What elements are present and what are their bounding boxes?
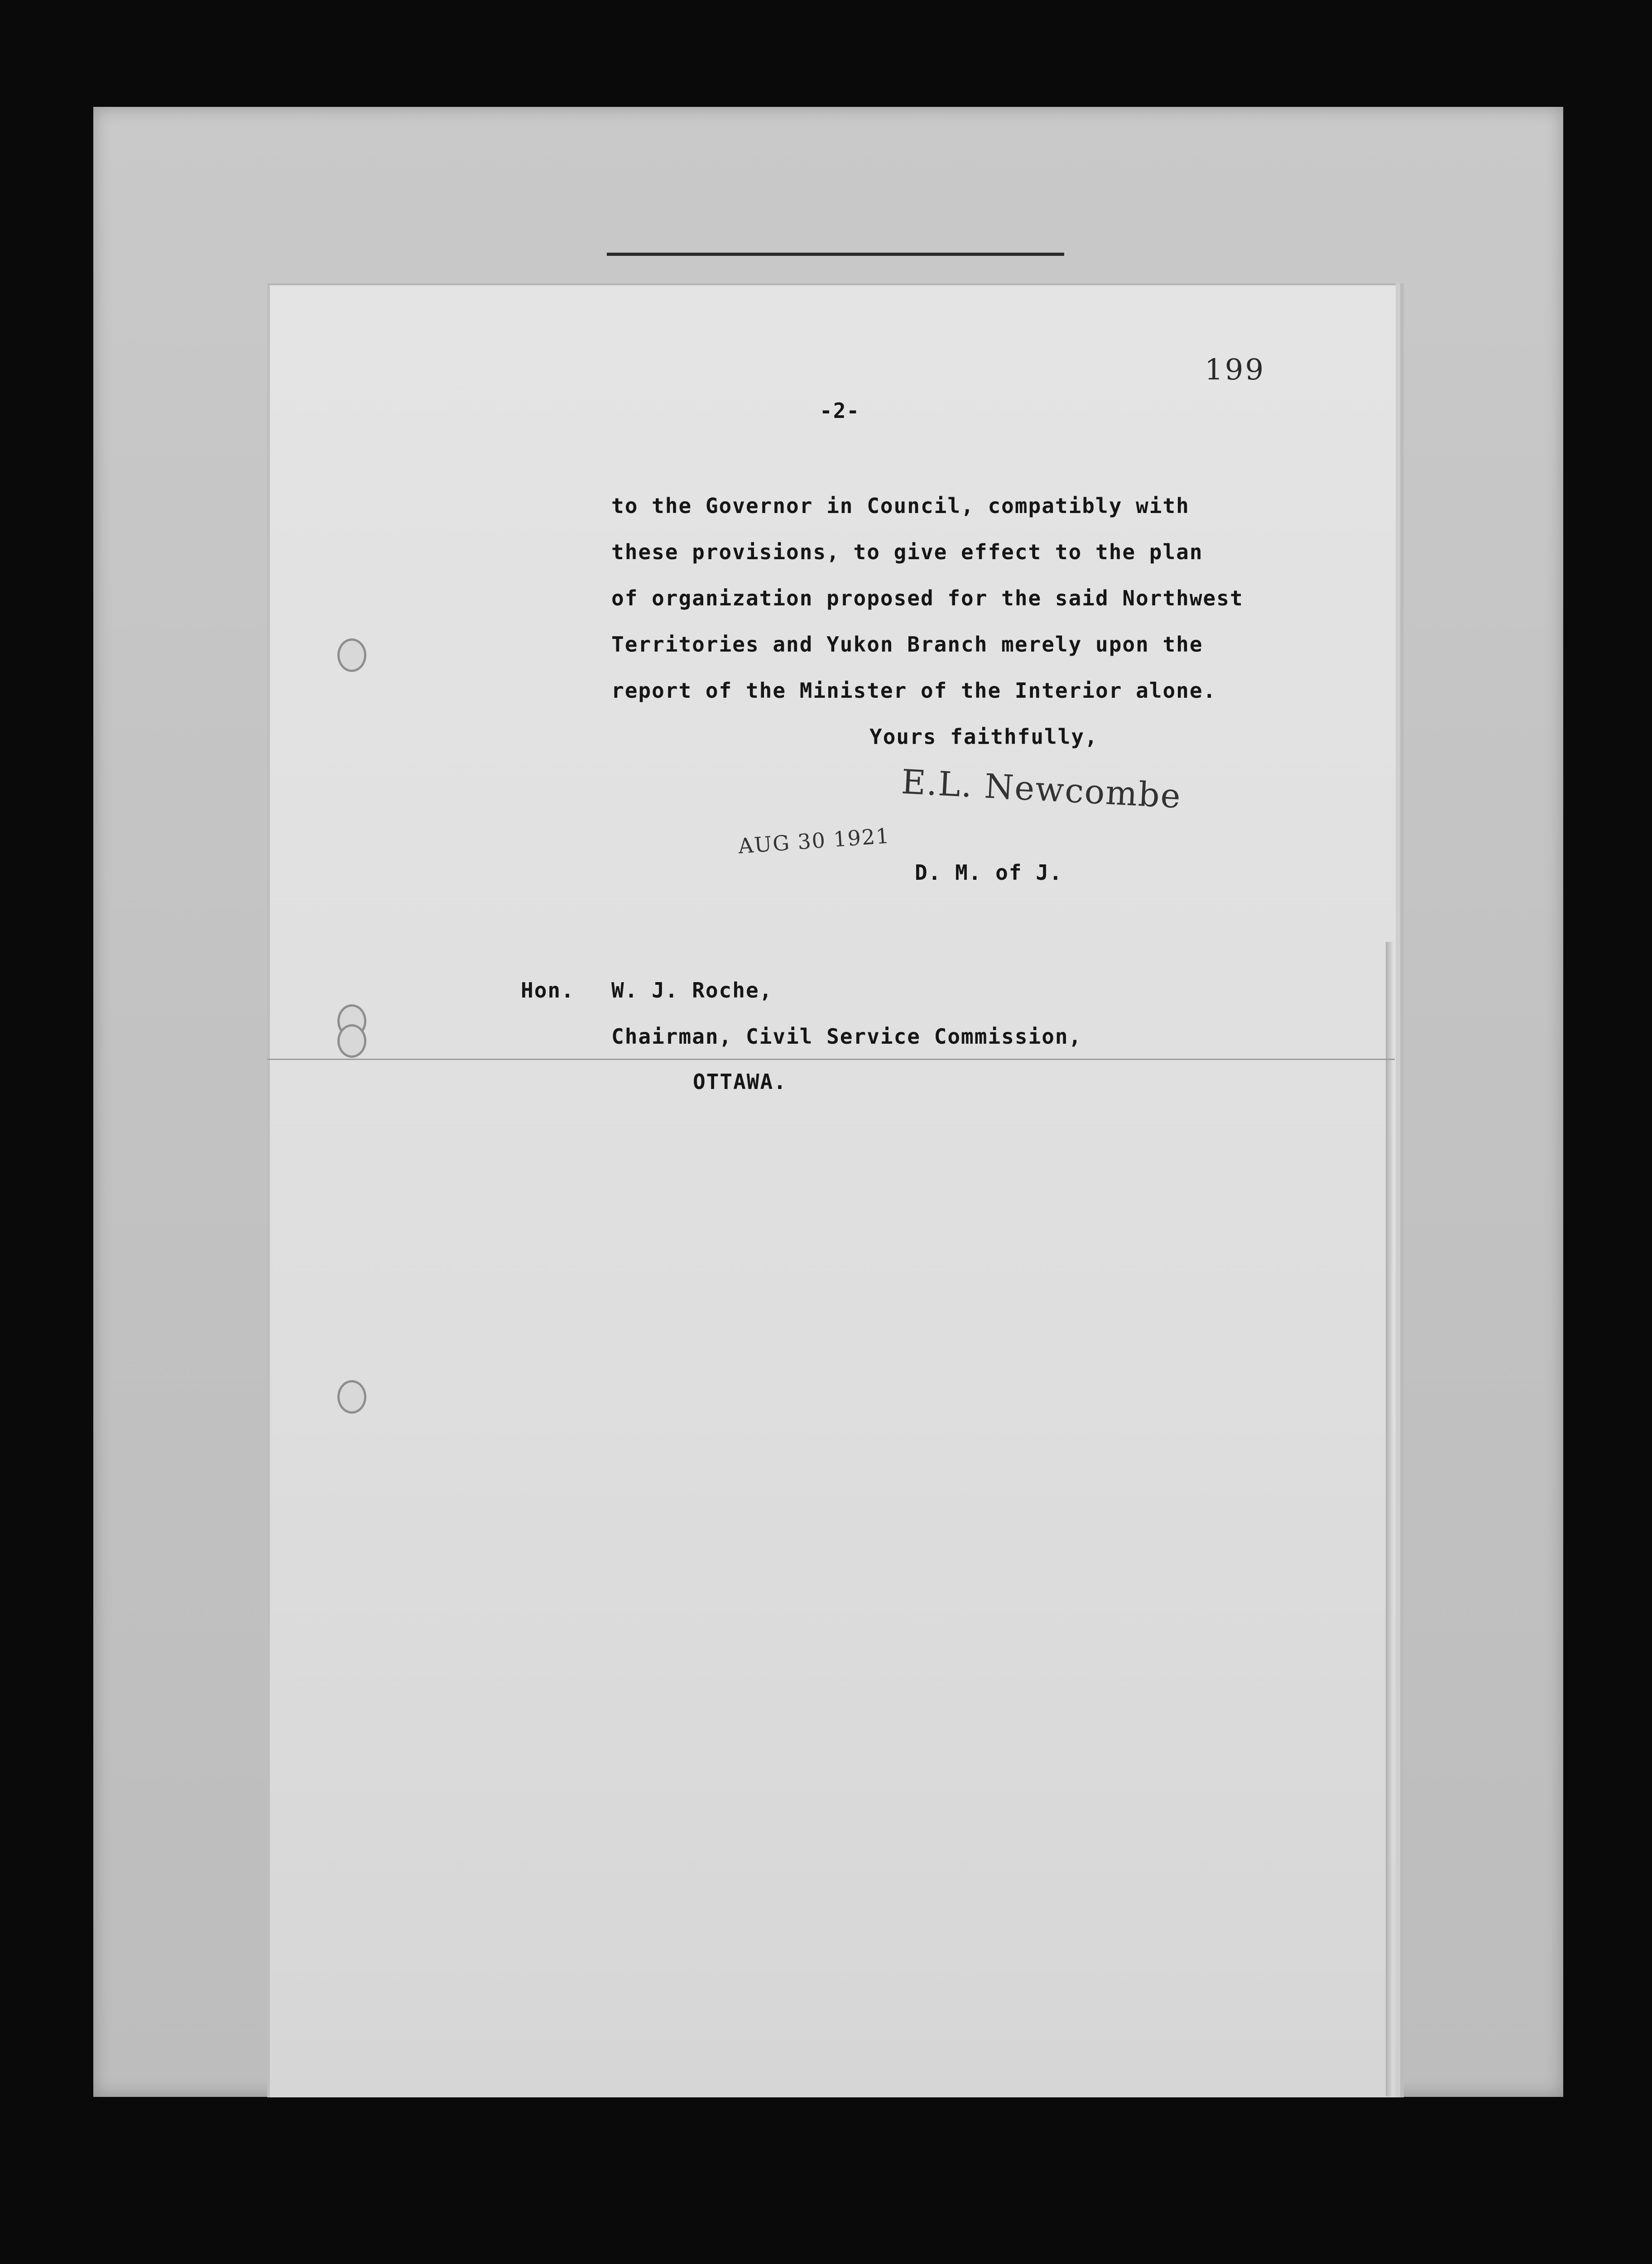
page-fold-line [267, 1059, 1395, 1060]
addressee-city: OTTAWA. [693, 1070, 787, 1094]
body-line: Territories and Yukon Branch merely upon the [611, 632, 1203, 657]
page-marker: -2- [820, 398, 860, 423]
body-line: these provisions, to give effect to the plan [611, 540, 1203, 564]
body-line: report of the Minister of the Interior alone. [611, 678, 1217, 703]
body-line: to the Governor in Council, compatibly with [611, 494, 1190, 518]
page-edge-shadow [1386, 942, 1393, 2096]
punch-hole-top [337, 638, 366, 672]
backing-sheet-edge-line [607, 253, 1064, 256]
addressee-name: W. J. Roche, [611, 978, 773, 1002]
signatory-title: D. M. of J. [915, 860, 1063, 885]
page-number: 199 [1205, 353, 1266, 387]
body-line: of organization proposed for the said Northwest [611, 586, 1244, 610]
closing: Yours faithfully, [869, 724, 1098, 749]
addressee-honorific: Hon. [521, 978, 575, 1002]
addressee-position: Chairman, Civil Service Commission, [611, 1024, 1082, 1049]
punch-hole-bottom [337, 1380, 366, 1414]
date-stamp: AUG 30 1921 [737, 823, 891, 859]
punch-hole-middle-lower [337, 1024, 366, 1058]
signature-stamp: E.L. Newcombe [900, 762, 1182, 816]
